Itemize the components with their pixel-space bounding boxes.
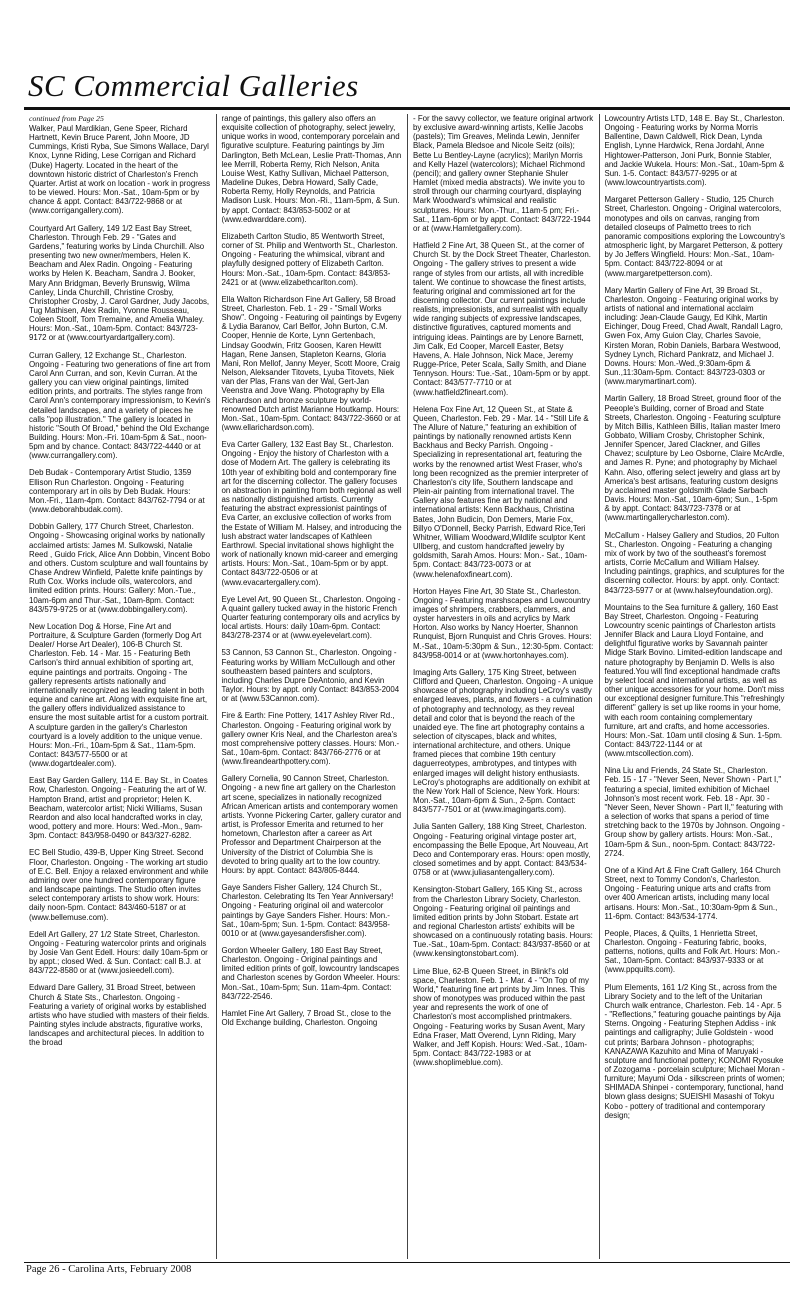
gallery-listing: Plum Elements, 161 1/2 King St., across from the Library Society and to the left of the Unitarian Church walk entrance, Charleston. Feb. 14 - Apr. 5 - "Reflections," featuring gouache paintings by Aija Sterns. Ongoing - Featuring Stephen Addiss - ink paintings and calligraphy; Julie Goldstein - wood cut prints; Barbara Johnson - photographs; KANAZAWA Kazuhito and Mina of Maruyaki - sculpture and functional pottery; KONOMI Ryosuke of Zozogama - porcelain sculpture; Michael Moran - furniture; Mayumi Oda - silkscreen prints of women; SHIMADA Shinpei - contemporary, functional, hand blown glass designs; SUEISHI Masashi of Tokyu Kobo - pottery of traditional and contemporary design; — [604, 982, 785, 1120]
gallery-listing: Fire & Earth: Fine Pottery, 1417 Ashley River Rd., Charleston. Ongoing - Featuring original work by gallery owner Kris Neal, and the Charleston area's most comprehensive pottery classes. Hours: Mon.-Sat., 10am-6pm. Contact: 843/766-2776 or at (www.fireandearthpottery.com). — [221, 711, 400, 767]
gallery-listing: Curran Gallery, 12 Exchange St., Charleston. Ongoing - Featuring two generations of fine art from Carol Ann Curran, and son, Kevin Curran. At the gallery you can view original paintings, limited edition prints, and portraits. The styles range from Carol Ann's contemporary impressionism, to Kevin's detailed landscapes, and a variety of pieces he calls "pop illustration." The gallery is located in historic "South Of Broad," behind the Old Exchange Building. Hours: Mon.-Fri. 10am-5pm & Sat., noon-5pm and by chance. Contact: 843/722-4440 or at (www.currangallery.com). — [29, 350, 211, 461]
gallery-listing: Mary Martin Gallery of Fine Art, 39 Broad St., Charleston. Ongoing - Featuring original works by artists of national and international acclaim including: Jean-Claude Gaugy, Ed Kihk, Martin Eichinger, Doug Freed, Chad Awalt, Randall Lagro, Gwen Fox, Amy Guion Clay, Charles Savoie, Kirsten Moran, Robin Daniels, Barbara Westwood, Sydney Lynch, Richard Pankratz, and Michael J. Downs. Hours: Mon.-Wed.,9:30am-6pm & Sun.,11:30am-5pm. Contact: 843/723-0303 or (www.marymartinart.com). — [604, 285, 783, 387]
gallery-listing: Gallery Cornelia, 90 Cannon Street, Charleston. Ongoing - a new fine art gallery on the Charleston art scene, specializes in nationally recognized African American artists and contemporary women artists. Yvonne Pickering Carter, gallery curator and artist, is Professor Emerita and returned to her hometown, Charleston after a career as Art Professor and Department Chairperson at the University of the District of Columbia She is devoted to bring quality art to the low country. Hours: by appt. Contact: 843/805-8444. — [221, 774, 402, 875]
gallery-listing: - For the savvy collector, we feature original artwork by exclusive award-winning artists, Kellie Jacobs (pastels); Tim Greaves, Melinda Lewin, Jennifer Black, Pamela Bledsoe and Nicole Seitz (oils); Bette Lu Bentley-Layne (acrylics); Marilyn Morris and Kelly Hazel (watercolors); Michael Richmond (pencil); and gallery owner Stephanie Shuler Hamlet (mixed media abstracts). We invite you to stroll through our charming courtyard, displaying Mark Woodward's whimsical and realistic sculptures. Hours: Mon.-Thur., 11am-5 pm; Fri.-Sat., 11am-6pm or by appt. Contact: 843/722-1944 or at (www.Hamletgallery.com). — [413, 114, 594, 233]
gallery-listing: Deb Budak - Contemporary Artist Studio, 1359 Ellison Run Charleston. Ongoing - Featuring contemporary art in oils by Deb Budak. Hours: Mon.-Fri., 11am-4pm. Contact: 843/762-7794 or at (www.deborahbudak.com). — [29, 468, 205, 515]
section-title: SC Commercial Galleries — [28, 68, 359, 103]
gallery-listing: Walker, Paul Mardikian, Gene Speer, Richard Hartnett, Kevin Bruce Parent, John Moore, JD Cummings, Kristi Ryba, Sue Simons Wallace, Daryl Knox, Lynne Riding, Lese Corrigan and Richard (Duke) Hagerty. Located in the heart of the downtown historic district of Charleston's French Quarter. Artist at work on location - work in progress to be viewed. Hours: Mon.-Sat., 10am-5pm or by chance & appt. Contact: 843/722-9868 or at (www.corrigangallery.com). — [29, 124, 211, 216]
gallery-listing: East Bay Garden Gallery, 114 E. Bay St., in Coates Row, Charleston. Ongoing - Featuring the art of W. Hampton Brand, artist and proprietor; Helen K. Beacham, watercolor artist; Nicki Williams, Susan Reardon and also local handcrafted works in clay, wood, pottery and more. Hours: Wed.-Mon., 9am-3pm. Contact: 843/958-0490 or 843/327-6282. — [29, 776, 208, 841]
gallery-listing: Lowcountry Artists LTD, 148 E. Bay St., Charleston. Ongoing - Featuring works by Norma Morris Ballentine, Dawn Caldwell, Rick Dean, Lynda English, Lynne Hardwick, Rena Jordahl, Anne Hightower-Patterson, Joni Purk, Bonnie Stabler, and Jackie Wukela. Hours: Mon.-Sat., 10am-5pm & Sun. 1-5. Contact: 843/577-9295 or at (www.lowcountryartists.com). — [604, 114, 785, 188]
gallery-listing: Ella Walton Richardson Fine Art Gallery, 58 Broad Street, Charleston. Feb. 1 - 29 - "Small Works Show". Ongoing - Featuring oil paintings by Evgeny & Lydia Baranov, Carl Belfor, John Burton, C.M. Cooper, Hennie de Korte, Lynn Gertenbach, Lindsay Goodwin, Fritz Goosen, Karen Hewitt Hagan, Rene Jansen, Stapleton Kearns, Gloria Mani, Ron Mellof, Janny Meyer, Scott Moore, Craig Nelson, Aleksander Titovets, Lyuba Titovets, Niek van der Plas, Frans van der Wal, Gert-Jan Veenstra and Jove Wang. Photography by Ella Richardson and bronze sculpture by world-renowned Dutch artist Marianne Houtkamp. Hours: Mon.-Sat., 10am-5pm. Contact: 843/722-3660 or at (www.ellarichardson.com). — [221, 294, 402, 432]
gallery-listing: Hamlet Fine Art Gallery, 7 Broad St., close to the Old Exchange building, Charleston. Ongoing — [221, 1008, 392, 1028]
gallery-listing: One of a Kind Art & Fine Craft Gallery, 164 Church Street, next to Tommy Condon's, Charleston. Ongoing - Featuring unique arts and crafts from over 400 American artists, including many local artisans. Hours: Mon.-Sat., 10:30am-9pm & Sun., 11-6pm. Contact: 843/534-1774. — [604, 865, 781, 921]
gallery-listing: Eye Level Art, 90 Queen St., Charleston. Ongoing - A quaint gallery tucked away in the historic French Quarter featuring contemporary oils and acrylics by local artists. Hours: daily 10am-6pm. Contact: 843/278-2374 or at (www.eyelevelart.com). — [221, 594, 401, 641]
gallery-listing: Martin Gallery, 18 Broad Street, ground floor of the Peeople's Building, corner of Broad and State Streets, Charleston. Ongoing - Featuring sculpture by Mitch Billis, Kathleen Billis, Italian master Imero Gobbato, William Crosby, Christopher Schink, Jennifer Spencer, Jared Clackner, and Gilles Chavez; sculpture by Leo Osborne, Claire McArdle, and James R. Pyne; and photography by Michael Kahn. Also, offering select jewelry and glass art by America's best artisans, featuring custom designs by acclaimed master goldsmith Glade Sarbach Davis. Hours: Mon.-Sat., 10am-6pm; Sun., 1-5pm & by appt. Contact: 843/723-7378 or at (www.martingallerycharleston.com). — [604, 394, 785, 523]
gallery-listing: Courtyard Art Gallery, 149 1/2 East Bay Street, Charleston. Through Feb. 29 - "Gates and Gardens," featuring works by Linda Churchill. Also presenting two new owner/members, Helen K. Beacham and Alex Radin. Ongoing - Featuring works by Helen K. Beacham, Sandra J. Booker, Mary Ann Bridgman, Beverly Brunswig, Wilma Canley, Linda Churchill, Christine Crosby, Christopher Crosby, J. Carol Gardner, Judy Jacobs, Tug Mathisen, Alex Radin, Yvonne Rousseau, Coleen Stoolf, Tom Tremaine, and Amelia Whaley. Hours: Mon.-Sat., 10am-5pm. Contact: 843/723-9172 or at (www.courtyardartgallery.com). — [29, 223, 210, 343]
column-2 — [216, 114, 408, 1259]
gallery-listing: Edell Art Gallery, 27 1/2 State Street, Charleston. Ongoing - Featuring watercolor prints and originals by Josie Van Gent Edell. Hours: daily 10am-5pm or by appt.; closed Wed. & Sun. Contact: call B.J. at 843/722-8580 or at (www.josieedell.com). — [29, 929, 208, 976]
gallery-listing: 53 Cannon, 53 Cannon St., Charleston. Ongoing - Featuring works by William McCullough and other southeastern based painters and sculptors, including Charles Dupre DeAntonio, and Kevin Taylor. Hours: by appt. only Contact: 843/853-2004 or at (www.53Cannon.com). — [221, 648, 400, 704]
column-4 — [599, 114, 791, 1259]
article-columns — [24, 114, 790, 1259]
gallery-listing: Horton Hayes Fine Art, 30 State St., Charleston. Ongoing - Featuring marshscapes and Lowcountry images of shrimpers, crabbers, clammers, and oyster harvesters in oils and acrylics by Mark Horton. Also works by Nancy Hoerter, Shannon Runquist, Bjorn Runquist and Chris Groves. Hours: M.-Sat., 10am-5:30pm & Sun., 12:30-5pm. Contact: 843/958-0014 or at (www.hortonhayes.com). — [413, 586, 594, 660]
gallery-listing: Helena Fox Fine Art, 12 Queen St., at State & Queen, Charleston. Feb. 29 - Mar. 14 - "Still Life & The Allure of Nature," featuring an exhibition of paintings by nationally renowned artists Kenn Backhaus and Becky Parrish. Ongoing - Specializing in representational art, featuring the works by the renowned artist West Fraser, who's long been recognized as the premier interpreter of Charleston's city life, Southern landscape and Plein-air painting from international travel. The Gallery also features fine art by national and international artists: Kenn Backhaus, Christina Bates, John Budicin, Don Demers, Marie Fox, Billyo O'Donnell, Becky Parrish, Edward Rice,Teri Whitner, William Woodward,Wildlife sculptor Kent Ullberg, and custom handcrafted jewelry by goldsmith, Sarah Amos. Hours: Mon.- Sat., 10am-5pm. Contact: 843/723-0073 or at (www.helenafoxfineart.com). — [413, 404, 589, 579]
continued-note: continued from Page 25 — [29, 114, 104, 123]
header-rule — [24, 107, 790, 110]
gallery-listing: People, Places, & Quilts, 1 Henrietta Street, Charleston. Ongoing - Featuring fabric, books, patterns, notions, quilts and Folk Art. Hours: Mon.-Sat., 10am-5pm. Contact: 843/937-9333 or at (www.ppquilts.com). — [604, 928, 780, 975]
footer-rule — [24, 1262, 790, 1263]
gallery-listing: Imaging Arts Gallery, 175 King Street, between Clifford and Queen, Charleston. Ongoing - A unique showcase of photography including LeCroy's vastly enlarged leaves, plants, and flowers - a culmination of photography and technology, as they reveal detail and color that is beyond the reach of the unaided eye. The fine art photography contains a selection of cityscapes, black and whites, international architecture, and others. Unique framed pieces that combine 19th century daguerreotypes, ambrotypes, and tintypes with enlarged images will delight history enthusiasts. LeCroy's photographs are additionally on exhibit at the New York Hall of Science, New York. Hours: Mon.-Sat., 10am-6pm & Sun., 2-5pm. Contact: 843/577-7501 or at (www.imagingarts.com). — [413, 667, 594, 815]
gallery-listing: New Location Dog & Horse, Fine Art and Portraiture, & Sculpture Garden (formerly Dog Art Dealer/ Horse Art Dealer), 106-B Church St. Charleston. Feb. 14 - Mar. 15 - Featuring Beth Carlson's third annual exhibition of sporting art, equine paintings and portraits. Ongoing - The gallery represents artists nationally and internationally recognized as leading talent in both equine and canine art. Along with exquisite fine art, the gallery offers individualized assistance to ensure the most suitable artist for a custom portrait. A sculpture garden in the gallery's Charleston courtyard is a lovely addition to the unique venue. Hours: Mon.-Fri., 10am-5pm & Sat., 11am-5pm. Contact: 843/577-5500 or at (www.dogartdealer.com). — [29, 621, 209, 769]
gallery-listing: Elizabeth Carlton Studio, 85 Wentworth Street, corner of St. Philip and Wentworth St., Charleston. Ongoing - Featuring the whimsical, vibrant and playfully designed pottery of Elizabeth Carlton. Hours: Mon.-Sat., 10am-5pm. Contact: 843/853-2421 or at (www.elizabethcarlton.com). — [221, 231, 398, 287]
column-3 — [407, 114, 599, 1259]
gallery-listing: Gordon Wheeler Gallery, 180 East Bay Street, Charleston. Ongoing - Original paintings and limited edition prints of golf, lowcountry landscapes and Charleston scenes by Gordon Wheeler. Hours: Mon.-Sat., 10am-5pm; Sun. 11am-4pm. Contact: 843/722-2546. — [221, 945, 401, 1001]
column-1 — [24, 114, 216, 1259]
gallery-listing: Margaret Petterson Gallery - Studio, 125 Church Street, Charleston. Ongoing - Original watercolors, monotypes and oils on canvas, ranging from detailed closeups of Palmetto trees to rich panoramic compositions exploring the Lowcountry's atmospheric light, by Margaret Petterson, & pottery by Jo Jeffers Wingfield. Hours: Mon.-Sat., 10am-5pm. Contact: 843/722-8094 or at (www.margaretpetterson.com). — [604, 195, 785, 278]
gallery-listing: Julia Santen Gallery, 188 King Street, Charleston. Ongoing - Featuring original vintage poster art, encompassing the Belle Epoque, Art Nouveau, Art Deco and Contemporary eras. Hours: open mostly, closed sometimes and by appt. Contact: 843/534-0758 or at (www.juliasantengallery.com). — [413, 822, 591, 878]
gallery-listing: Hatfield 2 Fine Art, 38 Queen St., at the corner of Church St. by the Dock Street Theater, Charleston. Ongoing - The gallery strives to present a wide range of styles from our artists, all with incredible talent. We continue to showcase the finest artists, featuring original and commissioned art for the discerning collector. Our current paintings include realists, impressionists, and surrealist with equally wide ranging subjects of expressive landscapes, distinctive figuratives, captured moments and intriguing ideas. Paintings are by Lenore Barnett, Jim Calk, Ed Cooper, Marcell Easter, Betsy Havens, A. Hale Johnson, Nick Mace, Jeremy Rugge-Price, Peter Scala, Sally Smith, and Diane Tennyson. Hours: Tue.-Sat., 10am-5pm or by appt. Contact: 843/577-7710 or at (www.hatfield2fineart.com). — [413, 241, 591, 397]
gallery-listing: McCallum - Halsey Gallery and Studios, 20 Fulton St., Charleston. Ongoing - Featuring a changing mix of work by two of the southeast's foremost artists, Corrie McCallum and William Halsey. Including paintings, graphics, and sculptures for the discerning collector. Hours: by appt. only. Contact: 843/723-5977 or at (www.halseyfoundation.org). — [604, 530, 785, 595]
page-folio: Page 26 - Carolina Arts, February 2008 — [26, 1264, 192, 1275]
gallery-listing: Edward Dare Gallery, 31 Broad Street, between Church & State Sts., Charleston. Ongoing - Featuring a variety of original works by established artists who have studied with masters of their fields. Painting styles include abstracts, figurative works, landscapes and architectural pieces. In addition to the broad — [29, 983, 210, 1048]
gallery-listing: Dobbin Gallery, 177 Church Street, Charleston. Ongoing - Showcasing original works by nationally acclaimed artists: James M. Sulkowski, Natalie Reed , Guido Frick, Alice Ann Dobbin, Vincent Bobo and others. Custom sculpture and wall fountains by Chase Andrew Winfield, Palette knife paintings by Ruth Cox. Works include oils, watercolors, and limited edition prints. Hours: Gallery: Mon.-Tue., 10am-6pm and Thur.-Sat., 10am-8pm. Contact: 843/579-9725 or at (www.dobbingallery.com). — [29, 522, 211, 614]
gallery-listing: EC Bell Studio, 439-B, Upper King Street. Second Floor, Charleston. Ongoing - The working art studio of E.C. Bell. Enjoy a relaxed environment and while admiring over one hundred contemporary figure and landscape paintings. The Studio often invites select contemporary artists to show work. Hours: daily noon-5pm. Contact: 843/460-5187 or at (www.bellemuse.com). — [29, 848, 209, 922]
section-header — [24, 66, 790, 110]
gallery-listing: Mountains to the Sea furniture & gallery, 160 East Bay Street, Charleston. Ongoing - Featuring Lowcountry scenic paintings of Charleston artists Jennifer Black and Laura Lloyd Fontaine, and delightful figurative works by Savannah painter Midge Stark Bovino. Limited-edition landscape and nature photography by Benjamin D. Wells is also featured.You will find exceptional handmade crafts by select local and international artists, as well as other unique accessories for your home. Don't miss our exceptional designer furniture.This "refreshingly different" gallery is set up like rooms in your home, with each room containing complementary furniture, art and crafts, and home accessories. Hours: Mon.-Sat. 10am until closing & Sun. 1-5pm. Contact: 843/722-1144 or at (www.mtscollection.com). — [604, 602, 785, 759]
page-footer — [24, 1262, 790, 1276]
gallery-listing: Gaye Sanders Fisher Gallery, 124 Church St., Charleston. Celebrating Its Ten Year Anniversary! Ongoing - Featuring original oil and watercolor paintings by Gaye Sanders Fisher. Hours: Mon.-Sat., 10am-5pm; Sun. 1-5pm. Contact: 843/958-0010 or at (www.gayesandersfisher.com). — [221, 883, 394, 938]
gallery-listing: Kensington-Stobart Gallery, 165 King St., across from the Charleston Library Society, Charleston. Ongoing - Featuring original oil paintings and limited edition prints by John Stobart. Estate art and regional Charleston artists' exhibits will be showcased on a continuously rotating basis. Hours: Tue.-Sat., 10am-5pm. Contact: 843/937-8560 or at (www.kensingtonstobart.com). — [413, 885, 593, 959]
gallery-listing: range of paintings, this gallery also offers an exquisite collection of photography, select jewelry, unique works in wood, contemporary porcelain and figurative sculpture. Featuring paintings by Jim Darlington, Beth McLean, Leslie Pratt-Thomas, Ann lee Merrill, Roberta Remy, Rich Nelson, Anita Louise West, Kathy Sullivan, Michael Patterson, Madeline Dukes, Debra Howard, Sally Cade, Roberta Remy, Holly Reynolds, and Patricia Madison Lusk. Hours: Mon.-Ri., 11am-5pm, & Sun. by appt. Contact: 843/853-5002 or at (www.edwarddare.com). — [221, 114, 402, 224]
page — [24, 66, 790, 1276]
gallery-listing: Nina Liu and Friends, 24 State St., Charleston. Feb. 15 - 17 - "Never Seen, Never Shown - Part I," featuring a special, limited exhibition of Michael Johnson's most recent work. Feb. 18 - Apr. 30 - "Never Seen, Never Shown - Part II," featuring with a selection of works that spans a period of time stretching back to the 1970s by Johnson. Ongoing - Group show by gallery artists. Hours: Mon.-Sat., 10am-5pm & Sun., noon-5pm. Contact: 843/722-2724. — [604, 766, 785, 858]
gallery-listing: Eva Carter Gallery, 132 East Bay St., Charleston. Ongoing - Enjoy the history of Charleston with a dose of Modern Art. The gallery is celebrating its 10th year of exhibiting bold and contemporary fine art for the discerning collector. The gallery focuses on abstraction in painting from both regional as well as nationally distinguished artists. Currently featuring the abstract expressionist paintings of Eva Carter, an exclusive collection of works from the Estate of William M. Halsey, and introducing the lush abstract water landscapes of Kathleen Earthrowl. Special invitational shows highlight the work of nationally known mid-career and emerging artists. Hours: Mon.-Sat., 10am-5pm or by appt. Contact 843/722-0506 or at (www.evacartergallery.com). — [221, 440, 402, 587]
gallery-listing: Lime Blue, 62-B Queen Street, in Blink!'s old space, Charleston. Feb. 1 - Mar. 4 - "On Top of my World," featuring fine art prints by Jim Innes. This show of monotypes was produced within the past year and represents the work of one of Charleston's most accomplished printmakers. Ongoing - Featuring works by Susan Avent, Mary Edna Fraser, Matt Overend, Lynn Riding, Mary Walker, and Jeff Kopish. Hours: Wed.-Sat., 10am-5pm. Contact: 843/722-1983 or at (www.shoplimeblue.com). — [413, 966, 589, 1068]
